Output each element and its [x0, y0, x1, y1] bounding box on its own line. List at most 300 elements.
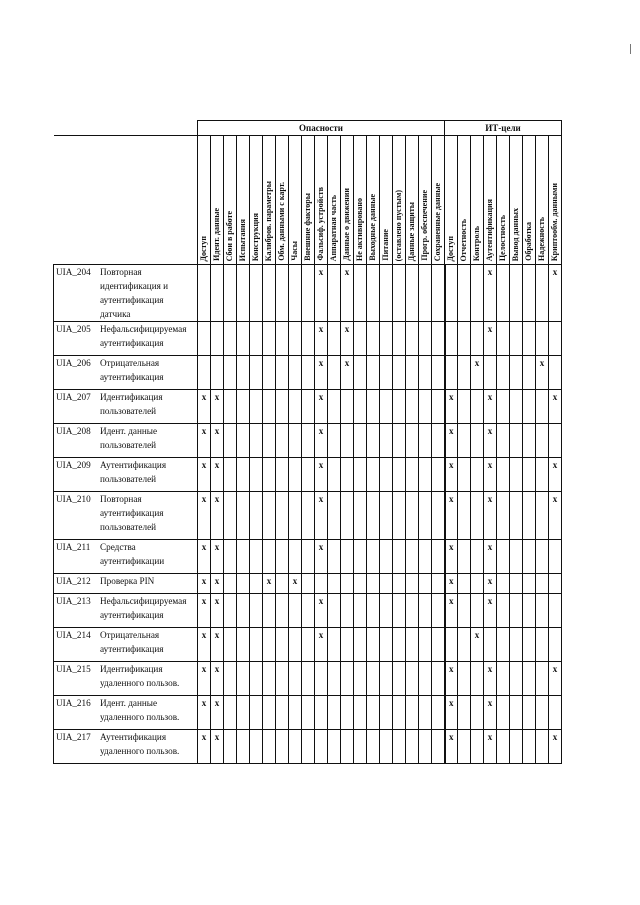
empty-cell	[432, 424, 445, 458]
column-header	[497, 136, 510, 265]
empty-cell	[419, 265, 432, 322]
empty-cell	[458, 424, 471, 458]
empty-cell	[523, 390, 536, 424]
table-row	[54, 265, 562, 322]
empty-cell	[432, 322, 445, 356]
marked-cell: x	[484, 322, 497, 356]
empty-cell	[276, 424, 289, 458]
empty-cell	[341, 662, 354, 696]
empty-cell	[536, 424, 549, 458]
table-row	[54, 322, 562, 356]
empty-cell	[354, 322, 367, 356]
empty-cell	[393, 696, 406, 730]
empty-cell	[536, 265, 549, 322]
empty-cell	[549, 322, 562, 356]
empty-cell	[224, 594, 237, 628]
empty-cell	[458, 696, 471, 730]
empty-cell	[211, 265, 224, 322]
empty-cell	[224, 730, 237, 764]
empty-cell	[471, 574, 484, 594]
empty-cell	[354, 356, 367, 390]
requirement-description: Нефальсифицируемая аутентификация	[100, 324, 187, 348]
column-header-label: Фальсиф. устройств	[316, 187, 325, 261]
empty-cell	[406, 730, 419, 764]
empty-cell	[263, 662, 276, 696]
empty-cell	[536, 458, 549, 492]
marked-cell: x	[315, 540, 328, 574]
empty-cell	[224, 424, 237, 458]
requirement-description: Повторная идентификация и аутентификация датчика	[100, 267, 169, 319]
empty-cell	[523, 265, 536, 322]
empty-cell	[419, 730, 432, 764]
empty-cell	[328, 458, 341, 492]
column-header	[211, 136, 224, 265]
empty-cell	[302, 540, 315, 574]
empty-cell	[250, 730, 263, 764]
empty-cell	[380, 322, 393, 356]
empty-cell	[380, 424, 393, 458]
marked-cell: x	[198, 492, 211, 540]
column-header-label: Обработка	[524, 222, 533, 261]
empty-cell	[523, 574, 536, 594]
marked-cell: x	[445, 540, 458, 574]
column-header	[510, 136, 523, 265]
empty-cell	[419, 492, 432, 540]
empty-cell	[536, 594, 549, 628]
column-header	[224, 136, 237, 265]
column-header	[263, 136, 276, 265]
row-label-cell	[54, 424, 198, 458]
empty-cell	[458, 356, 471, 390]
empty-cell	[510, 356, 523, 390]
empty-cell	[289, 492, 302, 540]
table-row	[54, 356, 562, 390]
empty-cell	[315, 662, 328, 696]
marked-cell: x	[549, 458, 562, 492]
marked-cell: x	[445, 390, 458, 424]
empty-cell	[432, 662, 445, 696]
empty-cell	[263, 322, 276, 356]
empty-cell	[302, 458, 315, 492]
table-row	[54, 594, 562, 628]
empty-cell	[328, 356, 341, 390]
row-label-cell	[54, 390, 198, 424]
empty-cell	[224, 574, 237, 594]
empty-cell	[458, 662, 471, 696]
marked-cell: x	[263, 574, 276, 594]
column-header-label: Отчетность	[459, 218, 468, 261]
empty-cell	[406, 492, 419, 540]
requirement-code: UIA_207	[56, 392, 91, 402]
column-header	[458, 136, 471, 265]
empty-cell	[328, 390, 341, 424]
column-header	[380, 136, 393, 265]
empty-cell	[367, 540, 380, 574]
column-header-label: Конструкция	[251, 212, 260, 261]
empty-cell	[536, 540, 549, 574]
requirement-description: Идентификация удаленного пользов.	[100, 664, 180, 688]
empty-cell	[510, 390, 523, 424]
empty-cell	[510, 424, 523, 458]
marked-cell: x	[484, 390, 497, 424]
column-header-label: Калибров. параметры	[264, 180, 273, 261]
empty-cell	[276, 458, 289, 492]
marked-cell: x	[445, 458, 458, 492]
empty-cell	[341, 696, 354, 730]
empty-cell	[302, 265, 315, 322]
column-header-label: Сбои в работе	[225, 210, 234, 261]
empty-cell	[354, 574, 367, 594]
empty-cell	[549, 628, 562, 662]
empty-cell	[289, 424, 302, 458]
requirement-description: Повторная аутентификация пользователей	[100, 494, 164, 532]
empty-cell	[198, 356, 211, 390]
table-row	[54, 730, 562, 764]
column-header	[445, 136, 458, 265]
marked-cell: x	[341, 356, 354, 390]
marked-cell: x	[211, 492, 224, 540]
empty-cell	[419, 356, 432, 390]
column-header-label: Аутентификация	[485, 198, 494, 261]
column-header	[341, 136, 354, 265]
empty-cell	[380, 265, 393, 322]
marked-cell: x	[341, 265, 354, 322]
empty-cell	[432, 696, 445, 730]
empty-cell	[367, 458, 380, 492]
empty-cell	[536, 322, 549, 356]
empty-cell	[367, 390, 380, 424]
column-header	[250, 136, 263, 265]
empty-cell	[276, 265, 289, 322]
empty-cell	[224, 662, 237, 696]
empty-cell	[471, 424, 484, 458]
empty-cell	[224, 390, 237, 424]
empty-cell	[484, 356, 497, 390]
empty-cell	[432, 356, 445, 390]
empty-cell	[523, 730, 536, 764]
empty-cell	[497, 458, 510, 492]
empty-cell	[523, 356, 536, 390]
column-header	[549, 136, 562, 265]
marked-cell: x	[211, 574, 224, 594]
empty-cell	[224, 356, 237, 390]
empty-cell	[419, 628, 432, 662]
empty-cell	[497, 540, 510, 574]
requirement-description: Аутентификация удаленного пользов.	[100, 732, 180, 756]
empty-cell	[289, 356, 302, 390]
empty-cell	[341, 540, 354, 574]
empty-cell	[315, 730, 328, 764]
empty-cell	[237, 662, 250, 696]
requirement-description: Идентификация пользователей	[100, 392, 163, 416]
empty-cell	[289, 730, 302, 764]
empty-cell	[302, 730, 315, 764]
empty-cell	[354, 492, 367, 540]
empty-cell	[276, 696, 289, 730]
empty-cell	[367, 356, 380, 390]
column-header	[237, 136, 250, 265]
empty-cell	[302, 492, 315, 540]
empty-cell	[354, 458, 367, 492]
empty-cell	[341, 390, 354, 424]
empty-cell	[549, 574, 562, 594]
requirement-code: UIA_210	[56, 494, 91, 504]
empty-cell	[211, 322, 224, 356]
requirement-description: Идент. данные удаленного пользов.	[100, 698, 180, 722]
row-label-cell	[54, 574, 198, 594]
empty-cell	[198, 265, 211, 322]
marked-cell: x	[445, 424, 458, 458]
empty-cell	[302, 424, 315, 458]
empty-cell	[419, 662, 432, 696]
empty-cell	[328, 492, 341, 540]
row-label-cell	[54, 696, 198, 730]
empty-cell	[380, 574, 393, 594]
empty-cell	[419, 458, 432, 492]
empty-cell	[367, 322, 380, 356]
empty-cell	[237, 390, 250, 424]
row-label-cell	[54, 662, 198, 696]
corner-cell	[54, 121, 198, 136]
empty-cell	[471, 696, 484, 730]
empty-cell	[406, 574, 419, 594]
empty-cell	[328, 696, 341, 730]
empty-cell	[237, 540, 250, 574]
column-header-label: Обм. данными с карт.	[277, 182, 286, 261]
empty-cell	[250, 540, 263, 574]
empty-cell	[328, 594, 341, 628]
empty-cell	[510, 730, 523, 764]
empty-cell	[328, 662, 341, 696]
empty-cell	[237, 424, 250, 458]
empty-cell	[263, 390, 276, 424]
empty-cell	[263, 458, 276, 492]
column-header-label: Данные защиты	[407, 201, 416, 261]
empty-cell	[406, 356, 419, 390]
empty-cell	[250, 390, 263, 424]
marked-cell: x	[211, 390, 224, 424]
empty-cell	[276, 322, 289, 356]
empty-cell	[393, 594, 406, 628]
marked-cell: x	[484, 492, 497, 540]
empty-cell	[523, 594, 536, 628]
empty-cell	[302, 322, 315, 356]
empty-cell	[406, 390, 419, 424]
empty-cell	[471, 458, 484, 492]
marked-cell: x	[484, 540, 497, 574]
empty-cell	[354, 696, 367, 730]
requirement-code: UIA_212	[56, 576, 91, 586]
column-header-label: Надежность	[537, 217, 546, 261]
empty-cell	[380, 662, 393, 696]
empty-cell	[406, 424, 419, 458]
empty-cell	[224, 628, 237, 662]
empty-cell	[510, 492, 523, 540]
empty-cell	[380, 628, 393, 662]
marked-cell: x	[445, 574, 458, 594]
row-label-cell	[54, 458, 198, 492]
column-header-label: Аппаратная часть	[329, 194, 338, 261]
empty-cell	[419, 424, 432, 458]
empty-cell	[250, 662, 263, 696]
column-header	[406, 136, 419, 265]
marked-cell: x	[445, 730, 458, 764]
empty-cell	[471, 492, 484, 540]
empty-cell	[497, 390, 510, 424]
empty-cell	[471, 540, 484, 574]
empty-cell	[237, 696, 250, 730]
marked-cell: x	[471, 356, 484, 390]
empty-cell	[367, 424, 380, 458]
empty-cell	[289, 265, 302, 322]
column-header	[289, 136, 302, 265]
marked-cell: x	[198, 574, 211, 594]
empty-cell	[393, 322, 406, 356]
marked-cell: x	[549, 662, 562, 696]
marked-cell: x	[315, 356, 328, 390]
empty-cell	[237, 458, 250, 492]
empty-cell	[432, 594, 445, 628]
empty-cell	[198, 322, 211, 356]
empty-cell	[523, 322, 536, 356]
column-header-label: Прогр. обеспечение	[420, 190, 429, 261]
empty-cell	[250, 574, 263, 594]
empty-cell	[510, 322, 523, 356]
empty-cell	[497, 574, 510, 594]
empty-cell	[510, 696, 523, 730]
empty-cell	[393, 662, 406, 696]
marked-cell: x	[445, 594, 458, 628]
empty-cell	[445, 628, 458, 662]
empty-cell	[276, 390, 289, 424]
marked-cell: x	[315, 594, 328, 628]
empty-cell	[250, 424, 263, 458]
empty-cell	[328, 730, 341, 764]
requirement-description: Нефальсифицируемая аутентификация	[100, 596, 187, 620]
marked-cell: x	[484, 662, 497, 696]
requirement-code: UIA_214	[56, 630, 91, 640]
marked-cell: x	[198, 662, 211, 696]
empty-cell	[237, 265, 250, 322]
empty-cell	[406, 540, 419, 574]
requirement-code: UIA_216	[56, 698, 91, 708]
requirement-code: UIA_208	[56, 426, 91, 436]
empty-cell	[250, 628, 263, 662]
empty-cell	[549, 696, 562, 730]
empty-cell	[302, 628, 315, 662]
empty-cell	[380, 356, 393, 390]
empty-cell	[250, 356, 263, 390]
requirement-description: Идент. данные пользователей	[100, 426, 158, 450]
requirement-code: UIA_206	[56, 358, 91, 368]
empty-cell	[445, 265, 458, 322]
requirement-code: UIA_204	[56, 267, 91, 277]
empty-cell	[497, 628, 510, 662]
marked-cell: x	[211, 730, 224, 764]
empty-cell	[458, 458, 471, 492]
table-row	[54, 492, 562, 540]
column-header-label: Данные о движении	[342, 188, 351, 261]
column-header	[523, 136, 536, 265]
empty-cell	[432, 540, 445, 574]
marked-cell: x	[315, 424, 328, 458]
column-header	[328, 136, 341, 265]
marked-cell: x	[211, 594, 224, 628]
empty-cell	[510, 594, 523, 628]
column-header	[536, 136, 549, 265]
empty-cell	[393, 356, 406, 390]
empty-cell	[432, 628, 445, 662]
marked-cell: x	[549, 390, 562, 424]
empty-cell	[263, 492, 276, 540]
empty-cell	[497, 322, 510, 356]
empty-cell	[367, 628, 380, 662]
column-header	[471, 136, 484, 265]
empty-cell	[549, 594, 562, 628]
empty-cell	[497, 696, 510, 730]
row-label-cell	[54, 265, 198, 322]
table-row	[54, 574, 562, 594]
empty-cell	[224, 265, 237, 322]
column-header-label: Контроль	[472, 225, 481, 261]
empty-cell	[328, 265, 341, 322]
column-header-label: Доступ	[199, 235, 208, 261]
marked-cell: x	[315, 492, 328, 540]
row-label-cell	[54, 628, 198, 662]
requirement-code: UIA_209	[56, 460, 91, 470]
empty-cell	[354, 540, 367, 574]
empty-cell	[536, 696, 549, 730]
empty-cell	[302, 594, 315, 628]
empty-cell	[393, 540, 406, 574]
empty-cell	[354, 628, 367, 662]
group-header-row	[54, 121, 562, 136]
empty-cell	[380, 696, 393, 730]
empty-cell	[510, 628, 523, 662]
empty-cell	[406, 594, 419, 628]
empty-cell	[393, 458, 406, 492]
empty-cell	[263, 424, 276, 458]
column-header-label: Криптообм. данными	[550, 182, 559, 261]
empty-cell	[341, 730, 354, 764]
empty-cell	[471, 390, 484, 424]
marked-cell: x	[198, 390, 211, 424]
empty-cell	[289, 662, 302, 696]
empty-cell	[302, 696, 315, 730]
corner-cell-2	[54, 136, 198, 265]
empty-cell	[406, 696, 419, 730]
empty-cell	[393, 390, 406, 424]
marked-cell: x	[445, 696, 458, 730]
table-row	[54, 424, 562, 458]
empty-cell	[276, 540, 289, 574]
empty-cell	[341, 574, 354, 594]
row-label-cell	[54, 730, 198, 764]
column-header	[367, 136, 380, 265]
empty-cell	[276, 594, 289, 628]
empty-cell	[393, 730, 406, 764]
empty-cell	[276, 356, 289, 390]
empty-cell	[406, 628, 419, 662]
empty-cell	[289, 540, 302, 574]
empty-cell	[367, 696, 380, 730]
empty-cell	[380, 492, 393, 540]
empty-cell	[224, 322, 237, 356]
empty-cell	[523, 492, 536, 540]
empty-cell	[380, 730, 393, 764]
requirement-code: UIA_205	[56, 324, 91, 334]
empty-cell	[263, 540, 276, 574]
